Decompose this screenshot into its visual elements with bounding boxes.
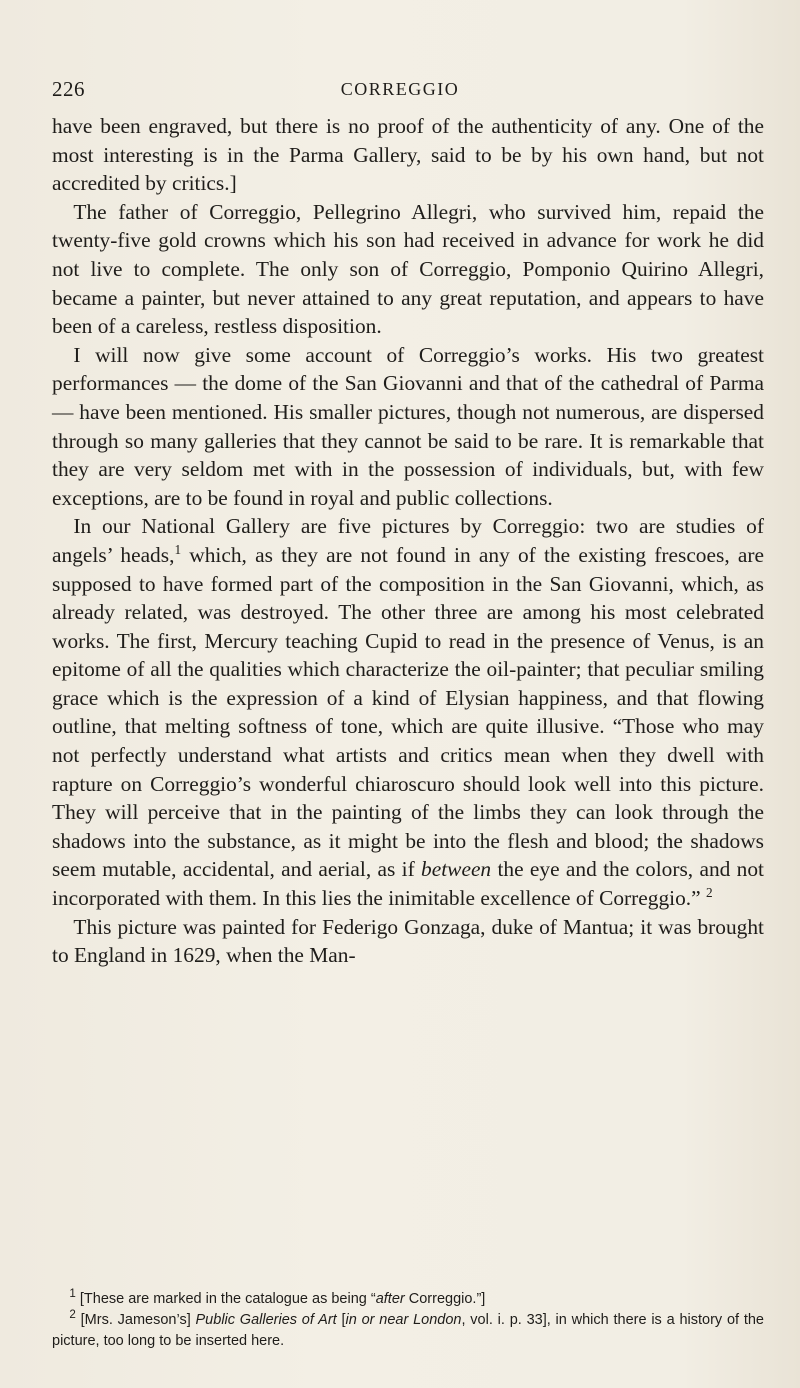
footnote-2-text-b: [ bbox=[336, 1312, 346, 1328]
footnote-ref-2[interactable]: 2 bbox=[706, 884, 713, 900]
footnote-2-text-c: , vol. i. p. 33], in which there is a history of the picture, too long to be inserted here. bbox=[52, 1312, 764, 1349]
body-text bbox=[52, 112, 764, 970]
paragraph-4 bbox=[52, 512, 764, 912]
paragraph-4-part-1: In our National Gallery are five pictures by Correggio: two are studies of angels’ heads, bbox=[52, 514, 764, 567]
footnotes bbox=[52, 1289, 764, 1352]
footnote-2-text-a: [Mrs. Jameson’s] bbox=[80, 1312, 196, 1328]
footnote-2-mark: 2 bbox=[69, 1308, 76, 1322]
page-header bbox=[52, 74, 748, 104]
paragraph-1: have been engraved, but there is no proof of the authenticity of any. One of the most interesting is in the Parma Gallery, said to be by his own hand, but not accredited by critics.] bbox=[52, 114, 764, 196]
emphasis-between: between bbox=[421, 857, 492, 882]
footnote-2 bbox=[52, 1310, 764, 1352]
paragraph-3: I will now give some account of Correggio’s works. His two greatest performances — the dome of the San Giovanni and that of the cathedral of Parma — have been mentioned. His smaller pictures, though not numerous, are dispersed through so many galleries that they cannot be said to be rare. It is remarkable that they are very seldom met with in the possession of individuals, but, with few exceptions, are to be found in royal and public collections. bbox=[52, 342, 764, 510]
paragraph-2: The father of Correggio, Pellegrino Allegri, who survived him, repaid the twenty-five gold crowns which his son had received in advance for work he did not live to complete. The only son of Correggio, Pomponio Quirino Allegri, became a painter, but never attained to any great reputation, and appears to have been of a careless, restless disposition. bbox=[52, 199, 764, 339]
footnote-1 bbox=[52, 1289, 764, 1310]
footnote-ref-1[interactable]: 1 bbox=[174, 541, 182, 557]
footnote-1-mark: 1 bbox=[69, 1287, 76, 1301]
paragraph-4-part-3: the eye and the colors, and not incorporated with them. In this lies the inimitable excellence of Correggio.” bbox=[52, 857, 764, 911]
footnote-1-text-b: Correggio.”] bbox=[404, 1291, 486, 1307]
footnote-1-text-a: [These are marked in the catalogue as being “ bbox=[79, 1291, 376, 1307]
paragraph-5: This picture was painted for Federigo Gonzaga, duke of Mantua; it was brought to England in 1629, when the Man- bbox=[52, 914, 764, 968]
footnote-1-emphasis: after bbox=[375, 1291, 405, 1307]
footnote-2-book-title: Public Galleries of Art bbox=[195, 1312, 337, 1328]
page-number: 226 bbox=[52, 77, 85, 101]
paragraph-4-part-2: which, as they are not found in any of the existing frescoes, are supposed to have formed part of the composition in the San Giovanni, which, as already related, was destroyed. The other three are among his most celebrated works. The first, Mercury teaching Cupid to read in the presence of Venus, is an epitome of all the qualities which characterize the oil-painter; that peculiar smiling grace which is the expression of a kind of Elysian happiness, and that flowing outline, that melting softness of tone, which are quite illusive. “Those who may not perfectly understand what artists and critics mean when they dwell with rapture on Correggio’s wonderful chiaroscuro should look well into this picture. They will perceive that in the painting of the limbs they can look through the shadows into the substance, as it might be into the flesh and blood; the shadows seem mutable, accidental, and aerial, as if bbox=[52, 542, 764, 882]
footnote-2-place: in or near London bbox=[345, 1312, 462, 1328]
running-head: CORREGGIO bbox=[340, 79, 460, 99]
